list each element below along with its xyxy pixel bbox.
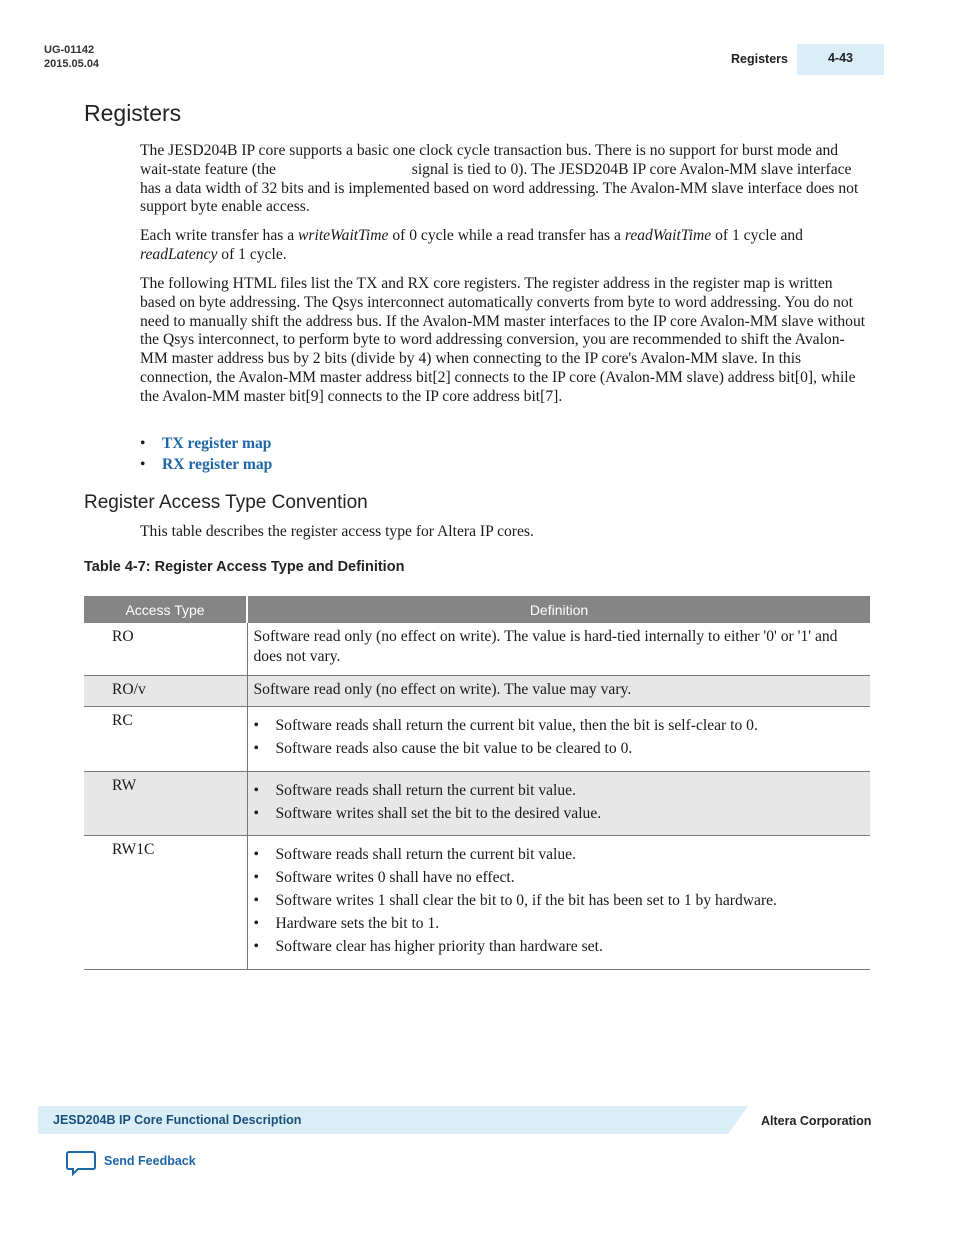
bullet: •	[140, 456, 146, 473]
send-feedback-link[interactable]: Send Feedback	[104, 1154, 196, 1168]
table-caption: Table 4-7: Register Access Type and Definition	[84, 559, 405, 575]
access-type-cell: RW	[84, 771, 247, 835]
access-type-cell: RO/v	[84, 675, 247, 706]
definition-cell	[247, 771, 870, 835]
register-map-links	[140, 433, 272, 475]
list-item: • Software clear has higher priority than hardware set.	[253, 937, 603, 955]
access-type-cell: RW1C	[84, 835, 247, 969]
list-item-text: Software reads shall return the current bit value.	[275, 845, 576, 863]
header-page-number: 4-43	[797, 44, 884, 75]
page-title: Registers	[84, 100, 182, 126]
subsection-intro: This table describes the register access type for Altera IP cores.	[140, 523, 534, 540]
list-item: • Software reads shall return the current bit value.	[253, 845, 576, 863]
column-header-access-type: Access Type	[84, 596, 247, 623]
column-header-definition: Definition	[247, 596, 870, 623]
timing-text-a: Each write transfer has a	[140, 227, 299, 244]
table-header-row	[84, 596, 870, 623]
list-item-text: Software writes shall set the bit to the desired value.	[275, 804, 602, 822]
list-item-text: Software reads also cause the bit value to be cleared to 0.	[275, 739, 633, 757]
list-item-text: Software clear has higher priority than hardware set.	[275, 937, 603, 955]
definition-list	[254, 843, 865, 958]
list-item: • Software writes shall set the bit to the desired value.	[253, 804, 602, 822]
list-item: • Software reads shall return the current bit value.	[253, 781, 576, 799]
read-latency-term: readLatency	[140, 245, 218, 263]
paragraph-intro	[140, 142, 870, 217]
header-section-name: Registers	[731, 52, 788, 66]
table-row	[84, 623, 870, 675]
list-item	[140, 433, 272, 454]
list-item-text: Software reads shall return the current bit value, then the bit is self-clear to 0.	[275, 716, 758, 734]
list-item-text: Software writes 1 shall clear the bit to 0, if the bit has been set to 1 by hardware.	[275, 891, 777, 909]
bullet: •	[140, 435, 146, 452]
footer-section-title: JESD204B IP Core Functional Description	[53, 1113, 302, 1127]
access-type-cell: RO	[84, 623, 247, 675]
list-item-text: Software reads shall return the current bit value.	[275, 781, 576, 799]
table-row	[84, 835, 870, 969]
speech-bubble-icon[interactable]	[66, 1150, 96, 1176]
access-type-table	[84, 596, 870, 970]
definition-cell	[247, 835, 870, 969]
list-item: • Hardware sets the bit to 1.	[253, 914, 440, 932]
table-row	[84, 706, 870, 771]
list-item: • Software writes 0 shall have no effect.	[253, 868, 515, 886]
definition-list	[254, 779, 865, 825]
table-row	[84, 675, 870, 706]
access-type-cell: RC	[84, 706, 247, 771]
tx-register-map-link[interactable]: TX register map	[162, 435, 272, 452]
list-item	[140, 454, 272, 475]
list-item-text: Software writes 0 shall have no effect.	[275, 868, 515, 886]
definition-cell	[247, 706, 870, 771]
addressing-text: The following HTML files list the TX and RX core registers. The register address in the register map is written based on byte addressing. The Qsys interconnect automatically converts from byte to word addressing. You do not need to manually shift the address bus. If the Avalon-MM master interfaces to the IP core Avalon-MM slave without the Qsys interconnect, to perform byte to word addressing conversion, you are recommended to shift the Avalon-MM master address bus by 2 bits (divide by 4) when connecting to the IP core's Avalon-MM slave. In this connection, the Avalon-MM master address bit[2] connects to the IP core (Avalon-MM slave) address bit[0], while the Avalon-MM master bit[9] connects to the IP core address bit[7].	[140, 275, 866, 405]
doc-date: 2015.05.04	[44, 58, 100, 70]
footer-company: Altera Corporation	[761, 1114, 872, 1128]
definition-cell: Software read only (no effect on write). The value may vary.	[247, 675, 870, 706]
intro-text-a: The JESD204B IP core supports a basic one clock cycle transaction bus. There is no support for burst mode and wait-state feature (the	[140, 142, 839, 178]
timing-text-c: of 1 cycle and	[711, 227, 803, 244]
write-wait-time-term: writeWaitTime	[298, 227, 389, 244]
table-row	[84, 771, 870, 835]
rx-register-map-link[interactable]: RX register map	[162, 456, 273, 473]
list-item: • Software reads shall return the current bit value, then the bit is self-clear to 0.	[253, 716, 758, 734]
list-item: • Software reads also cause the bit value to be cleared to 0.	[253, 739, 633, 757]
definition-cell: Software read only (no effect on write). The value is hard-tied internally to either '0' or '1' and does not vary.	[247, 623, 870, 675]
timing-text-d: of 1 cycle.	[217, 245, 287, 263]
timing-text-b: of 0 cycle while a read transfer has a	[388, 227, 625, 244]
read-wait-time-term: readWaitTime	[624, 227, 712, 244]
list-item-text: Hardware sets the bit to 1.	[275, 914, 440, 932]
document-id	[44, 43, 99, 71]
list-item: • Software writes 1 shall clear the bit to 0, if the bit has been set to 1 by hardware.	[253, 891, 777, 909]
definition-list	[254, 714, 865, 760]
paragraph-timing	[140, 227, 870, 265]
doc-number: UG-01142	[44, 44, 95, 56]
intro-text-b: signal is tied to 0). The JESD204B IP core Avalon-MM slave interface has a data width of 32 bits and is implemented based on word addressing. The Avalon-MM slave interface does not support byte enable access.	[140, 160, 859, 216]
subsection-title: Register Access Type Convention	[84, 492, 368, 513]
paragraph-addressing	[140, 275, 870, 407]
